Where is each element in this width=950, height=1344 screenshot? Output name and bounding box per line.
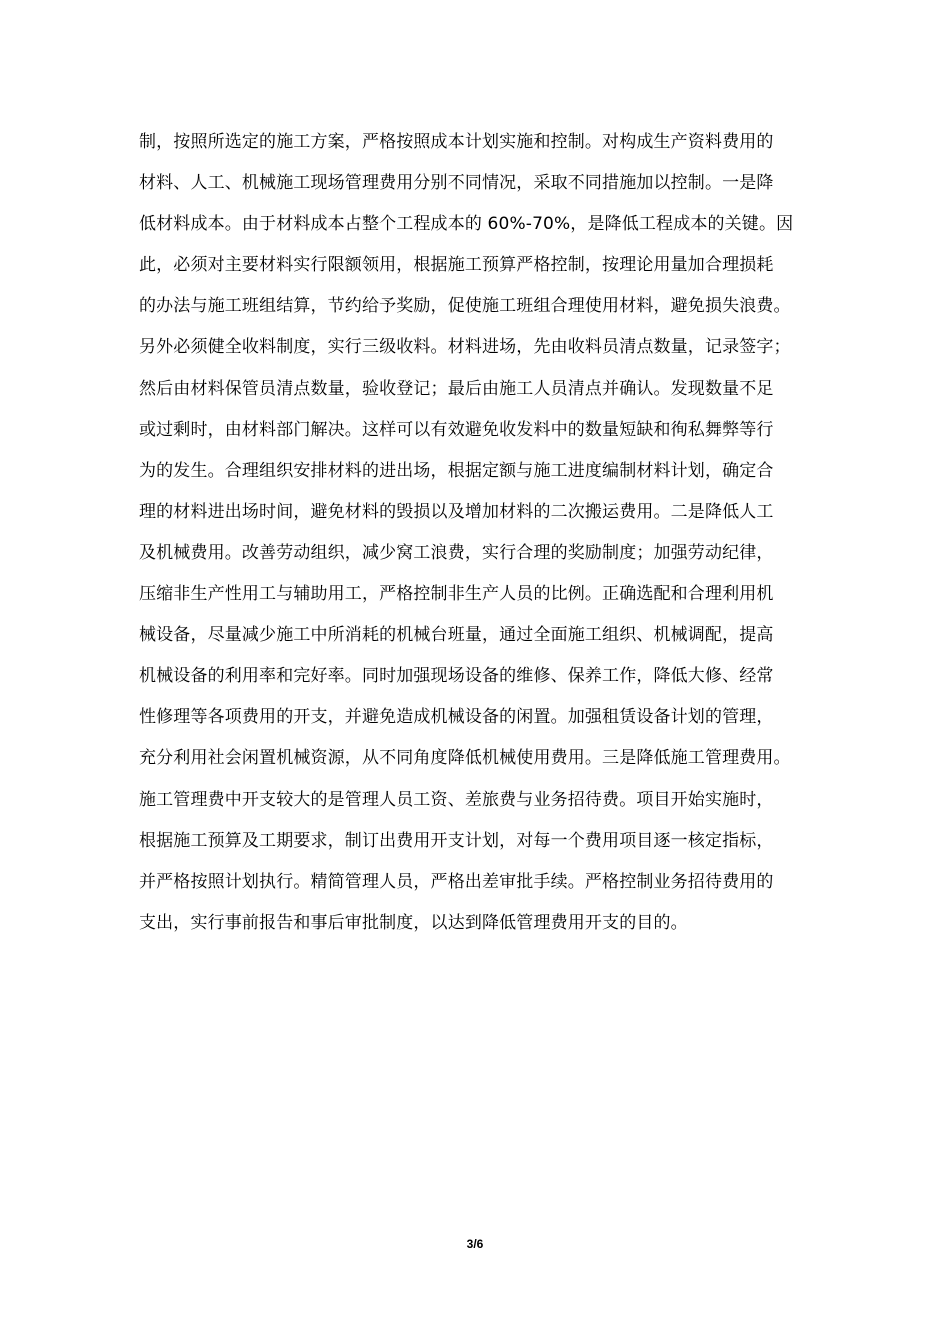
text-line: 支出，实行事前报告和事后审批制度，以达到降低管理费用开支的目的。 <box>139 912 688 933</box>
text-line: 然后由材料保管员清点数量，验收登记；最后由施工人员清点并确认。发现数量不足 <box>139 378 774 399</box>
text-line: 压缩非生产性用工与辅助用工，严格控制非生产人员的比例。正确选配和合理利用机 <box>139 584 774 605</box>
text-line: 材料、人工、机械施工现场管理费用分别不同情况，采取不同措施加以控制。一是降 <box>139 173 774 194</box>
text-line: 施工管理费中开支较大的是管理人员工资、差旅费与业务招待费。项目开始实施时， <box>139 789 774 810</box>
text-line: 或过剩时，由材料部门解决。这样可以有效避免收发料中的数量短缺和徇私舞弊等行 <box>139 419 774 440</box>
text-line: 及机械费用。改善劳动组织，减少窝工浪费，实行合理的奖励制度；加强劳动纪律， <box>139 542 774 563</box>
text-line: 根据施工预算及工期要求，制订出费用开支计划，对每一个费用项目逐一核定指标， <box>139 830 774 851</box>
text-line: 此，必须对主要材料实行限额领用，根据施工预算严格控制，按理论用量加合理损耗 <box>139 255 774 276</box>
text-line: 并严格按照计划执行。精简管理人员，严格出差审批手续。严格控制业务招待费用的 <box>139 871 774 892</box>
body-paragraph <box>139 127 829 949</box>
text-line: 械设备，尽量减少施工中所消耗的机械台班量，通过全面施工组织、机械调配，提高 <box>139 625 774 646</box>
text-line: 理的材料进出场时间，避免材料的毁损以及增加材料的二次搬运费用。二是降低人工 <box>139 501 774 522</box>
text-line: 充分利用社会闲置机械资源，从不同角度降低机械使用费用。三是降低施工管理费用。 <box>139 748 791 769</box>
text-line: 为的发生。合理组织安排材料的进出场，根据定额与施工进度编制材料计划，确定合 <box>139 460 774 481</box>
page-number: 3/6 <box>466 1237 484 1251</box>
text-line: 制，按照所选定的施工方案，严格按照成本计划实施和控制。对构成生产资料费用的 <box>139 132 774 152</box>
text-line: 低材料成本。由于材料成本占整个工程成本的 60%-70%，是降低工程成本的关键。因 <box>139 214 794 235</box>
text-line: 性修理等各项费用的开支，并避免造成机械设备的闲置。加强租赁设备计划的管理， <box>139 707 774 728</box>
text-line: 机械设备的利用率和完好率。同时加强现场设备的维修、保养工作，降低大修、经常 <box>139 666 774 687</box>
text-line: 另外必须健全收料制度，实行三级收料。材料进场，先由收料员清点数量，记录签字； <box>139 337 791 358</box>
text-line: 的办法与施工班组结算，节约给予奖励，促使施工班组合理使用材料，避免损失浪费。 <box>139 296 791 317</box>
